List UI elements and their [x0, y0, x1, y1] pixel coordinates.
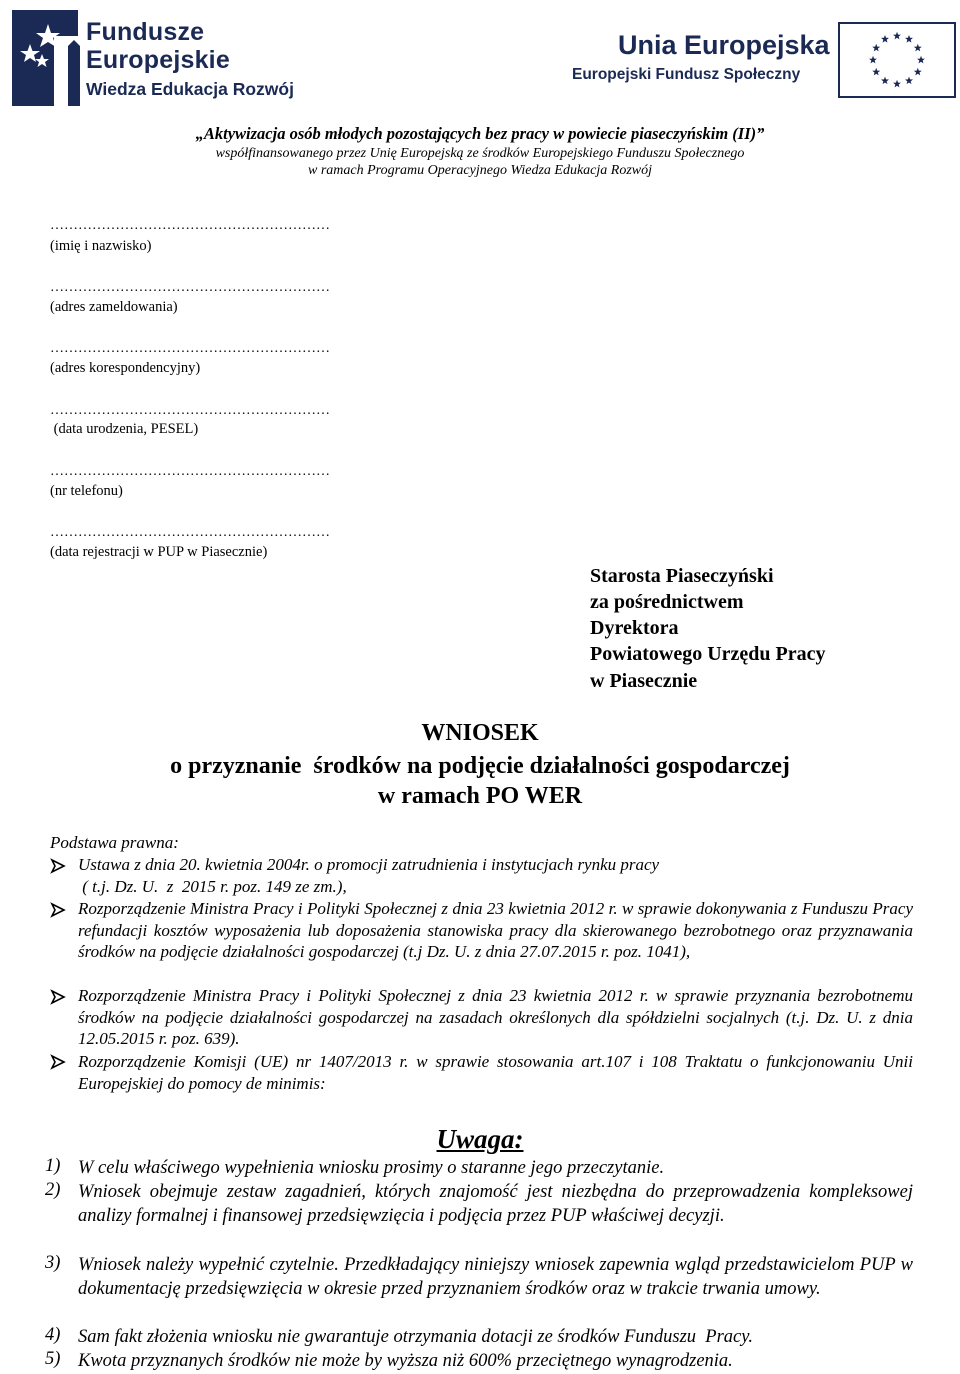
eu-star: [881, 77, 889, 85]
fundusze-europejskie-stars-icon: [8, 6, 90, 106]
addressee-line1: Starosta Piaseczyński: [590, 565, 774, 587]
legal-basis-item-2: Rozporządzenie Ministra Pracy i Polityki Społecznej z dnia 23 kwietnia 2012 r. w sprawie dokonywania z Funduszu Pracy refundacji kosztów wyposażenia lub doposażenia stanowiska pracy dla skierowanego bezrobotnego oraz przyznawania środków na podjęcie działalności gospodarczej (t.j Dz. U. z dnia 27.07.2015 r. poz. 1041),: [78, 899, 913, 962]
field-label-correspondence-address: (adres korespondencyjny): [50, 360, 201, 376]
arrow-bullet-icon: [50, 1054, 66, 1070]
phone-fill-line: ……………………………………………………: [50, 464, 330, 479]
application-program: w ramach PO WER: [377, 783, 583, 809]
registered-address-fill-line: ……………………………………………………: [50, 280, 330, 295]
arrow-bullet-icon: [50, 858, 66, 874]
legal-basis-item-1-line1: Ustawa z dnia 20. kwietnia 2004r. o promocji zatrudnienia i instytucjach rynku pracy: [78, 855, 660, 874]
legal-basis-item-1-line2: ( t.j. Dz. U. z 2015 r. poz. 149 ze zm.),: [78, 877, 347, 896]
eu-star: [914, 44, 922, 52]
notice-item-4: Sam fakt złożenia wniosku nie gwarantuje otrzymania dotacji ze środków Funduszu Pracy.: [78, 1327, 754, 1347]
notice-item-5: Kwota przyznanych środków nie może by wyższa niż 600% przeciętnego wynagrodzenia.: [78, 1351, 733, 1371]
project-subtitle-line1: współfinansowanego przez Unię Europejską ze środków Europejskiego Funduszu Społecznego: [215, 146, 745, 161]
eu-flag-icon: [838, 22, 956, 98]
fundusze-europejskie-logo: [8, 6, 308, 106]
eu-star: [893, 32, 901, 40]
arrow-bullet-icon: [50, 989, 66, 1005]
field-label-registration-date: (data rejestracji w PUP w Piasecznie): [50, 544, 268, 560]
project-subtitle-line2: w ramach Programu Operacyjnego Wiedza Edukacja Rozwój: [308, 163, 652, 178]
correspondence-address-fill-line: ……………………………………………………: [50, 341, 330, 356]
eu-star: [881, 35, 889, 43]
notice-item-3-number: 3): [45, 1253, 61, 1273]
notice-item-4-number: 4): [45, 1325, 61, 1345]
addressee-line3: Dyrektora: [590, 617, 679, 639]
field-label-registered-address: (adres zameldowania): [50, 299, 178, 315]
notice-item-1: W celu właściwego wypełnienia wniosku prosimy o staranne jego przeczytanie.: [78, 1158, 665, 1178]
eu-star: [914, 68, 922, 76]
unia-europejska-logo: [572, 30, 832, 90]
fe-logo-line2: Europejskie: [86, 46, 230, 74]
fe-logo-line1: Fundusze: [86, 18, 205, 46]
eu-star: [917, 56, 925, 64]
field-label-name: (imię i nazwisko): [50, 238, 152, 254]
project-title: „Aktywizacja osób młodych pozostających bez pracy w powiecie piaseczyńskim (II)”: [195, 124, 765, 143]
legal-basis-item-3: Rozporządzenie Ministra Pracy i Polityki Społecznej z dnia 23 kwietnia 2012 r. w sprawie przyznania bezrobotnemu środków na podjęcie działalności gospodarczej na zasadach określonych dla spółdzielni socjalnych (t.j. Dz. U. z dnia 12.05.2015 r. poz. 639).: [78, 986, 913, 1049]
notice-item-1-number: 1): [45, 1156, 61, 1176]
legal-basis-heading: Podstawa prawna:: [50, 833, 179, 852]
notice-title: Uwaga:: [436, 1124, 524, 1154]
addressee-line5: w Piasecznie: [590, 670, 698, 692]
registration-date-fill-line: ……………………………………………………: [50, 525, 330, 540]
notice-item-2: Wniosek obejmuje zestaw zagadnień, których znajomość jest niezbędna do przeprowadzenia kompleksowej analizy formalnej i finansowej przedsięwzięcia i podjęcia przez PUP właściwej decyzji.: [78, 1182, 913, 1227]
field-label-birth-date-pesel: (data urodzenia, PESEL): [50, 421, 199, 437]
ue-logo-line1: Unia Europejska: [618, 30, 830, 60]
legal-basis-item-4: Rozporządzenie Komisji (UE) nr 1407/2013 r. w sprawie stosowania art.107 i 108 Traktatu o funkcjonowaniu Unii Europejskiej do pomocy de minimis:: [78, 1052, 913, 1093]
notice-item-3: Wniosek należy wypełnić czytelnie. Przedkładający niniejszy wniosek zapewnia wgląd przedstawicielom PUP w dokumentację przedsięwzięcia w okresie przed przyznaniem środków oraz w trakcie trwania umowy.: [78, 1255, 913, 1300]
addressee-line2: za pośrednictwem: [590, 591, 744, 613]
addressee-line4: Powiatowego Urzędu Pracy: [590, 643, 826, 665]
eu-star: [872, 44, 880, 52]
fe-logo-line3: Wiedza Edukacja Rozwój: [86, 79, 294, 99]
field-label-phone: (nr telefonu): [50, 483, 123, 499]
name-fill-line: ……………………………………………………: [50, 218, 330, 233]
eu-star: [893, 80, 901, 88]
birth-date-pesel-fill-line: ……………………………………………………: [50, 403, 330, 418]
eu-star: [869, 56, 877, 64]
notice-item-2-number: 2): [45, 1180, 61, 1200]
notice-item-5-number: 5): [45, 1349, 61, 1369]
application-subtitle: o przyznanie środków na podjęcie działalności gospodarczej: [170, 753, 790, 779]
ue-logo-line2: Europejski Fundusz Społeczny: [572, 66, 801, 83]
eu-star: [905, 77, 913, 85]
eu-star: [872, 68, 880, 76]
application-title: WNIOSEK: [421, 720, 539, 746]
arrow-bullet-icon: [50, 902, 66, 918]
eu-star: [905, 35, 913, 43]
